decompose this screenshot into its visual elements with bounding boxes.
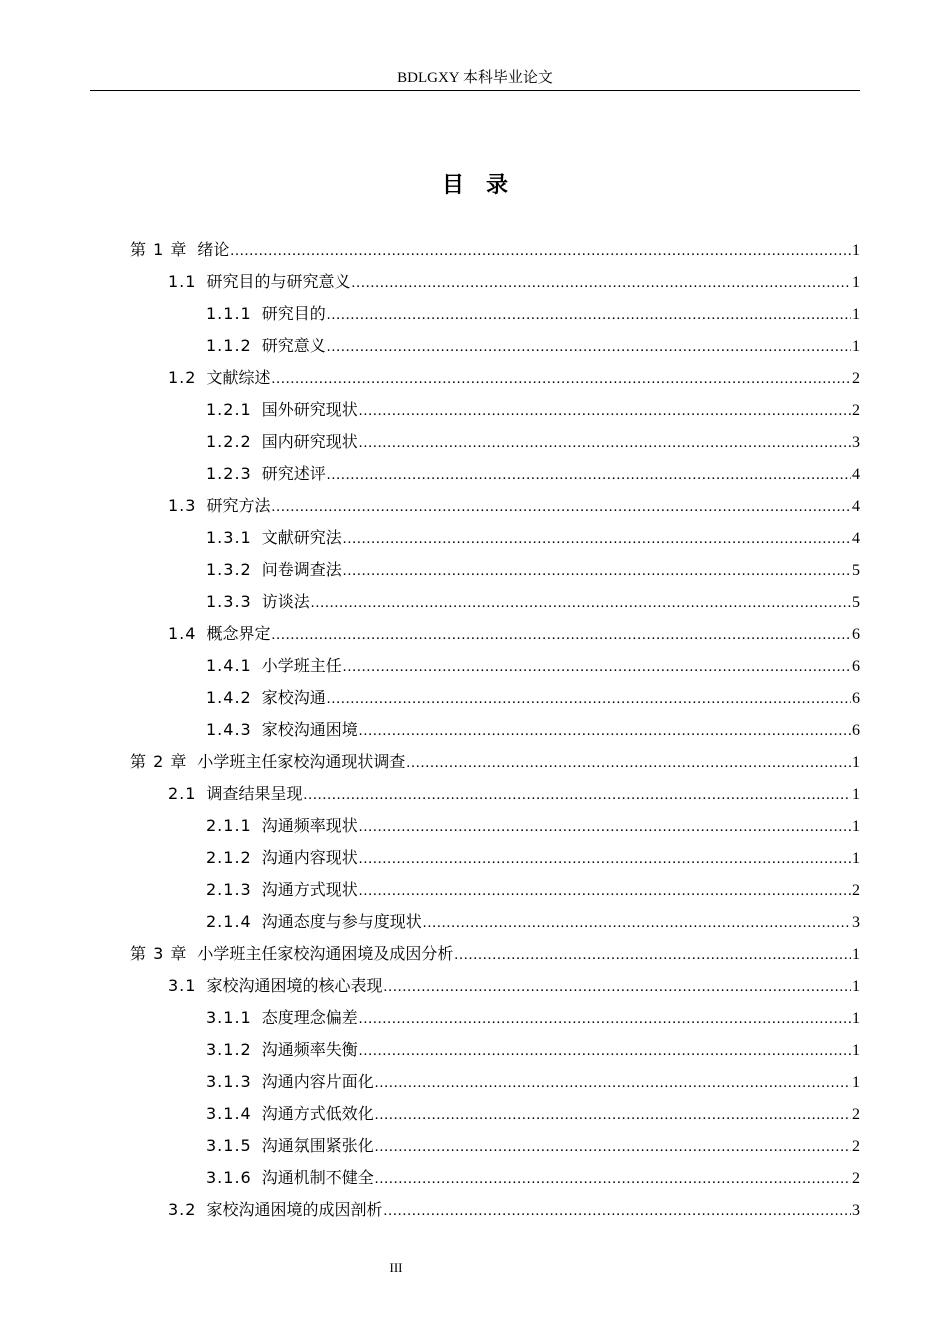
toc-entry-page: 3 <box>852 1202 860 1219</box>
toc-entry[interactable] <box>130 586 860 618</box>
toc-entry[interactable] <box>130 810 860 842</box>
toc-entry[interactable] <box>130 1130 860 1162</box>
toc-dot-leader <box>423 907 851 939</box>
toc-dot-leader <box>230 235 851 267</box>
toc-entry-label: 国内研究现状 <box>261 432 358 451</box>
toc-entry-label: 问卷调查法 <box>261 560 342 579</box>
toc-entry-page: 6 <box>852 626 860 643</box>
toc-entry[interactable] <box>130 1098 860 1130</box>
toc-entry[interactable] <box>130 874 860 906</box>
running-header: BDLGXY 本科毕业论文 <box>90 66 860 91</box>
toc-entry-number: 3.2 <box>168 1200 197 1219</box>
toc-entry-page: 3 <box>852 434 860 451</box>
toc-dot-leader <box>311 587 851 619</box>
toc-dot-leader <box>351 267 851 299</box>
toc-entry-label: 文献研究法 <box>261 528 342 547</box>
toc-entry[interactable] <box>130 522 860 554</box>
toc-entry-page: 4 <box>852 530 860 547</box>
toc-dot-leader <box>271 619 851 651</box>
toc-entry-label: 态度理念偏差 <box>261 1008 358 1027</box>
toc-entry-label: 研究目的与研究意义 <box>206 272 351 291</box>
toc-entry-page: 2 <box>852 1106 860 1123</box>
toc-entry-page: 4 <box>852 466 860 483</box>
toc-dot-leader <box>359 715 851 747</box>
toc-entry-page: 1 <box>852 754 860 771</box>
toc-entry-number: 2.1.1 <box>206 816 252 835</box>
toc-entry-number: 1.2.2 <box>206 432 252 451</box>
toc-entry-label: 家校沟通困境的核心表现 <box>206 976 383 995</box>
toc-entry-label: 研究方法 <box>206 496 271 515</box>
toc-entry-label: 调查结果呈现 <box>206 784 303 803</box>
toc-entry-label: 沟通内容片面化 <box>261 1072 374 1091</box>
toc-dot-leader <box>359 427 851 459</box>
toc-entry-number: 3.1.4 <box>206 1104 252 1123</box>
toc-entry[interactable] <box>130 938 860 970</box>
toc-entry-number: 1.3.3 <box>206 592 252 611</box>
toc-entry-page: 5 <box>852 562 860 579</box>
toc-entry-number: 1.4.2 <box>206 688 252 707</box>
toc-entry[interactable] <box>130 650 860 682</box>
toc-entry[interactable] <box>130 618 860 650</box>
toc-entry-page: 1 <box>852 978 860 995</box>
toc-dot-leader <box>327 331 851 363</box>
table-of-contents <box>130 234 860 1226</box>
toc-entry-page: 2 <box>852 1138 860 1155</box>
toc-entry-label: 家校沟通困境 <box>261 720 358 739</box>
toc-entry[interactable] <box>130 1034 860 1066</box>
toc-entry-page: 1 <box>852 338 860 355</box>
toc-entry-number: 1.1 <box>168 272 197 291</box>
toc-entry[interactable] <box>130 394 860 426</box>
toc-dot-leader <box>359 843 851 875</box>
toc-entry-page: 6 <box>852 658 860 675</box>
toc-entry-page: 6 <box>852 722 860 739</box>
toc-entry-page: 5 <box>852 594 860 611</box>
toc-entry[interactable] <box>130 330 860 362</box>
toc-entry[interactable] <box>130 298 860 330</box>
toc-entry[interactable] <box>130 746 860 778</box>
toc-entry[interactable] <box>130 554 860 586</box>
toc-entry-label: 绪论 <box>197 240 230 259</box>
toc-entry-number: 第 3 章 <box>130 944 188 963</box>
toc-entry-number: 3.1.6 <box>206 1168 252 1187</box>
toc-entry-page: 1 <box>852 274 860 291</box>
toc-entry-number: 3.1 <box>168 976 197 995</box>
toc-entry-number: 2.1.3 <box>206 880 252 899</box>
toc-dot-leader <box>359 1035 851 1067</box>
toc-entry-number: 1.4.1 <box>206 656 252 675</box>
toc-dot-leader <box>383 1195 851 1227</box>
toc-entry-label: 访谈法 <box>261 592 310 611</box>
toc-entry-page: 6 <box>852 690 860 707</box>
toc-entry-label: 研究意义 <box>261 336 326 355</box>
toc-entry-number: 1.2.1 <box>206 400 252 419</box>
toc-entry-number: 1.3 <box>168 496 197 515</box>
toc-entry-number: 3.1.3 <box>206 1072 252 1091</box>
toc-entry-label: 小学班主任 <box>261 656 342 675</box>
toc-entry-label: 家校沟通困境的成因剖析 <box>206 1200 383 1219</box>
toc-entry[interactable] <box>130 266 860 298</box>
toc-entry-page: 3 <box>852 914 860 931</box>
toc-entry-number: 1.3.2 <box>206 560 252 579</box>
toc-dot-leader <box>406 747 851 779</box>
toc-dot-leader <box>359 875 851 907</box>
toc-entry-label: 文献综述 <box>206 368 271 387</box>
toc-entry-page: 1 <box>852 850 860 867</box>
toc-entry-page: 1 <box>852 818 860 835</box>
toc-dot-leader <box>271 363 851 395</box>
toc-entry[interactable] <box>130 490 860 522</box>
toc-entry[interactable] <box>130 362 860 394</box>
toc-entry-label: 研究目的 <box>261 304 326 323</box>
toc-dot-leader <box>359 1003 851 1035</box>
toc-entry[interactable] <box>130 1162 860 1194</box>
toc-dot-leader <box>327 459 851 491</box>
toc-entry[interactable] <box>130 426 860 458</box>
toc-entry-number: 3.1.2 <box>206 1040 252 1059</box>
toc-entry-number: 第 1 章 <box>130 240 188 259</box>
toc-entry[interactable] <box>130 778 860 810</box>
toc-entry[interactable] <box>130 234 860 266</box>
toc-entry-page: 1 <box>852 1042 860 1059</box>
toc-entry-page: 1 <box>852 1010 860 1027</box>
toc-entry-page: 4 <box>852 498 860 515</box>
toc-entry[interactable] <box>130 1194 860 1226</box>
toc-entry-number: 1.1.2 <box>206 336 252 355</box>
toc-dot-leader <box>303 779 851 811</box>
toc-entry-number: 3.1.5 <box>206 1136 252 1155</box>
toc-entry-page: 2 <box>852 402 860 419</box>
toc-entry-number: 2.1.4 <box>206 912 252 931</box>
toc-dot-leader <box>327 683 851 715</box>
toc-entry-number: 1.2.3 <box>206 464 252 483</box>
toc-entry-page: 2 <box>852 370 860 387</box>
toc-entry[interactable] <box>130 970 860 1002</box>
toc-entry-label: 研究述评 <box>261 464 326 483</box>
toc-entry-number: 1.2 <box>168 368 197 387</box>
toc-entry-page: 1 <box>852 242 860 259</box>
toc-entry-label: 小学班主任家校沟通现状调查 <box>197 752 406 771</box>
toc-dot-leader <box>327 299 851 331</box>
toc-entry-label: 国外研究现状 <box>261 400 358 419</box>
toc-entry-page: 1 <box>852 1074 860 1091</box>
toc-entry-label: 沟通频率失衡 <box>261 1040 358 1059</box>
toc-entry-label: 概念界定 <box>206 624 271 643</box>
toc-dot-leader <box>359 395 851 427</box>
toc-entry-number: 1.4 <box>168 624 197 643</box>
toc-entry-number: 1.1.1 <box>206 304 252 323</box>
toc-dot-leader <box>343 651 851 683</box>
toc-entry[interactable] <box>130 682 860 714</box>
toc-entry-label: 沟通机制不健全 <box>261 1168 374 1187</box>
toc-entry-label: 小学班主任家校沟通困境及成因分析 <box>197 944 454 963</box>
toc-entry[interactable] <box>130 906 860 938</box>
toc-entry-label: 沟通方式低效化 <box>261 1104 374 1123</box>
toc-entry-label: 家校沟通 <box>261 688 326 707</box>
toc-entry-page: 1 <box>852 946 860 963</box>
toc-entry-page: 1 <box>852 306 860 323</box>
toc-dot-leader <box>343 523 851 555</box>
toc-entry[interactable] <box>130 714 860 746</box>
toc-entry[interactable] <box>130 842 860 874</box>
toc-dot-leader <box>454 939 851 971</box>
toc-dot-leader <box>343 555 851 587</box>
page-title: 目录 <box>441 173 530 198</box>
toc-entry-page: 2 <box>852 882 860 899</box>
toc-entry[interactable] <box>130 458 860 490</box>
toc-entry-label: 沟通态度与参与度现状 <box>261 912 422 931</box>
toc-entry-number: 第 2 章 <box>130 752 188 771</box>
toc-entry-number: 3.1.1 <box>206 1008 252 1027</box>
toc-dot-leader <box>375 1131 851 1163</box>
toc-entry-label: 沟通方式现状 <box>261 880 358 899</box>
toc-entry-number: 2.1.2 <box>206 848 252 867</box>
toc-entry-number: 2.1 <box>168 784 197 803</box>
toc-dot-leader <box>383 971 851 1003</box>
toc-entry[interactable] <box>130 1002 860 1034</box>
toc-entry[interactable] <box>130 1066 860 1098</box>
page-number-footer: III <box>389 1260 403 1275</box>
toc-entry-label: 沟通内容现状 <box>261 848 358 867</box>
toc-dot-leader <box>375 1067 851 1099</box>
toc-entry-number: 1.3.1 <box>206 528 252 547</box>
toc-entry-label: 沟通频率现状 <box>261 816 358 835</box>
toc-dot-leader <box>271 491 851 523</box>
toc-dot-leader <box>359 811 851 843</box>
toc-entry-label: 沟通氛围紧张化 <box>261 1136 374 1155</box>
toc-entry-number: 1.4.3 <box>206 720 252 739</box>
toc-entry-page: 1 <box>852 786 860 803</box>
toc-dot-leader <box>375 1163 851 1195</box>
toc-entry-page: 2 <box>852 1170 860 1187</box>
toc-dot-leader <box>375 1099 851 1131</box>
